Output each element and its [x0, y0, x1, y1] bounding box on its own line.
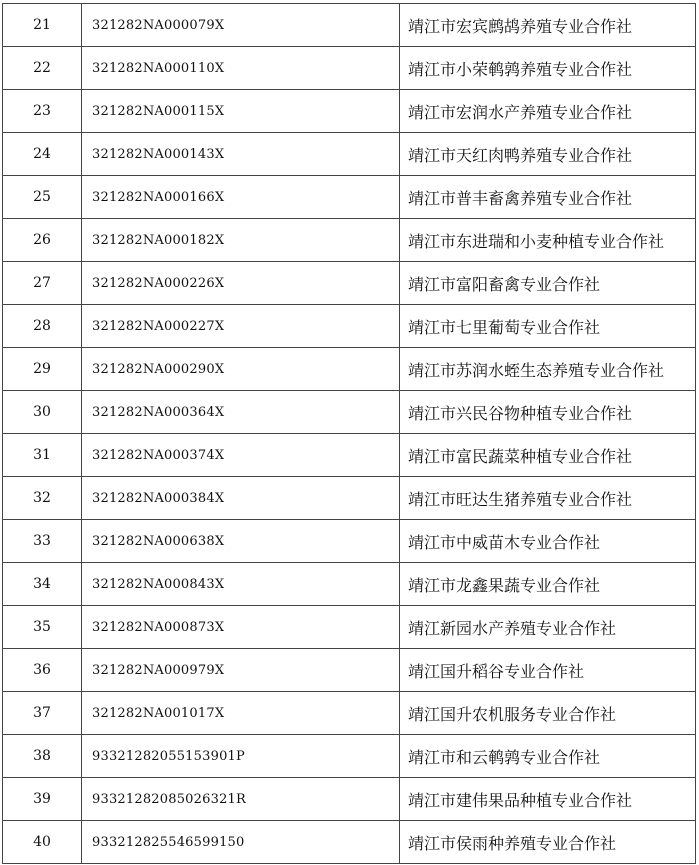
table-row: [3, 520, 696, 563]
credit-code: 93321282085026321R: [82, 778, 400, 821]
row-index: 22: [3, 47, 82, 90]
credit-code: 321282NA000979X: [82, 649, 400, 692]
table-row: [3, 348, 696, 391]
cooperative-name: 靖江市龙鑫果蔬专业合作社: [400, 563, 696, 606]
credit-code: 321282NA000166X: [82, 176, 400, 219]
row-index: 37: [3, 692, 82, 735]
table-row: [3, 262, 696, 305]
table-row: [3, 176, 696, 219]
row-index: 38: [3, 735, 82, 778]
cooperative-name: 靖江市七里葡萄专业合作社: [400, 305, 696, 348]
table-row: [3, 563, 696, 606]
credit-code: 321282NA000115X: [82, 90, 400, 133]
row-index: 23: [3, 90, 82, 133]
row-index: 30: [3, 391, 82, 434]
table-row: [3, 477, 696, 520]
credit-code: 321282NA001017X: [82, 692, 400, 735]
row-index: 35: [3, 606, 82, 649]
cooperative-name: 靖江新园水产养殖专业合作社: [400, 606, 696, 649]
row-index: 31: [3, 434, 82, 477]
cooperative-name: 靖江市侯雨种养殖专业合作社: [400, 821, 696, 864]
credit-code: 93321282055153901P: [82, 735, 400, 778]
cooperative-name: 靖江市宏润水产养殖专业合作社: [400, 90, 696, 133]
cooperative-name: 靖江市天红肉鸭养殖专业合作社: [400, 133, 696, 176]
credit-code: 321282NA000227X: [82, 305, 400, 348]
cooperative-name: 靖江市建伟果品种植专业合作社: [400, 778, 696, 821]
cooperative-name: 靖江市小荣鹌鹑养殖专业合作社: [400, 47, 696, 90]
row-index: 39: [3, 778, 82, 821]
credit-code: 321282NA000182X: [82, 219, 400, 262]
table-row: [3, 778, 696, 821]
credit-code: 321282NA000873X: [82, 606, 400, 649]
row-index: 27: [3, 262, 82, 305]
cooperative-name: 靖江国升农机服务专业合作社: [400, 692, 696, 735]
table-row: [3, 649, 696, 692]
cooperative-table-body: [3, 4, 696, 864]
credit-code: 321282NA000079X: [82, 4, 400, 47]
cooperative-name: 靖江市宏宾鹧鸪养殖专业合作社: [400, 4, 696, 47]
credit-code: 321282NA000290X: [82, 348, 400, 391]
table-row: [3, 4, 696, 47]
cooperative-name: 靖江市中威苗木专业合作社: [400, 520, 696, 563]
credit-code: 321282NA000843X: [82, 563, 400, 606]
cooperative-name: 靖江市富民蔬菜种植专业合作社: [400, 434, 696, 477]
table-row: [3, 391, 696, 434]
cooperative-name: 靖江市旺达生猪养殖专业合作社: [400, 477, 696, 520]
table-row: [3, 219, 696, 262]
row-index: 21: [3, 4, 82, 47]
table-row: [3, 47, 696, 90]
table-row: [3, 606, 696, 649]
table-row: [3, 305, 696, 348]
credit-code: 933212825546599150: [82, 821, 400, 864]
credit-code: 321282NA000384X: [82, 477, 400, 520]
cooperative-name: 靖江市兴民谷物种植专业合作社: [400, 391, 696, 434]
table-row: [3, 434, 696, 477]
row-index: 28: [3, 305, 82, 348]
row-index: 26: [3, 219, 82, 262]
cooperative-name: 靖江市和云鹌鹑专业合作社: [400, 735, 696, 778]
row-index: 33: [3, 520, 82, 563]
credit-code: 321282NA000143X: [82, 133, 400, 176]
cooperative-name: 靖江市东进瑞和小麦种植专业合作社: [400, 219, 696, 262]
row-index: 25: [3, 176, 82, 219]
credit-code: 321282NA000110X: [82, 47, 400, 90]
credit-code: 321282NA000638X: [82, 520, 400, 563]
row-index: 40: [3, 821, 82, 864]
credit-code: 321282NA000374X: [82, 434, 400, 477]
cooperative-table: [2, 3, 696, 864]
cooperative-name: 靖江市普丰畜禽养殖专业合作社: [400, 176, 696, 219]
row-index: 36: [3, 649, 82, 692]
row-index: 29: [3, 348, 82, 391]
credit-code: 321282NA000226X: [82, 262, 400, 305]
cooperative-name: 靖江市苏润水蛭生态养殖专业合作社: [400, 348, 696, 391]
table-row: [3, 821, 696, 864]
table-row: [3, 735, 696, 778]
row-index: 24: [3, 133, 82, 176]
table-row: [3, 90, 696, 133]
row-index: 34: [3, 563, 82, 606]
credit-code: 321282NA000364X: [82, 391, 400, 434]
row-index: 32: [3, 477, 82, 520]
table-row: [3, 133, 696, 176]
cooperative-name: 靖江国升稻谷专业合作社: [400, 649, 696, 692]
cooperative-name: 靖江市富阳畜禽专业合作社: [400, 262, 696, 305]
table-row: [3, 692, 696, 735]
